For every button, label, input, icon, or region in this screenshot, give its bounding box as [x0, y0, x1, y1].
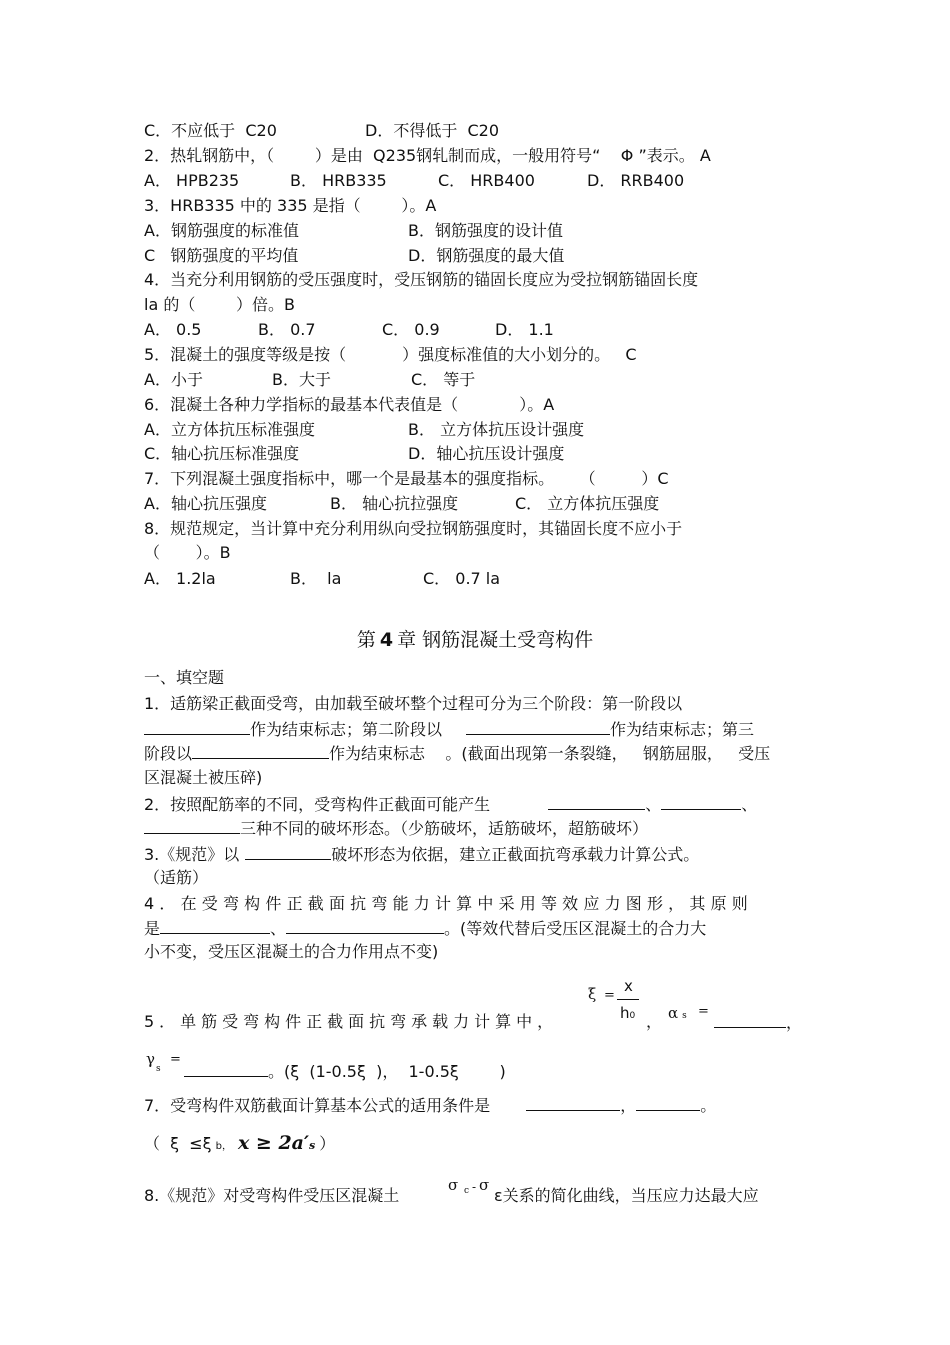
fill-3-line-1: [144, 844, 699, 865]
fraction-denominator: [620, 1004, 635, 1022]
separator: 、: [645, 795, 662, 814]
fill-1-line-1: 1．适筋梁正截面受弯，由加载至破坏整个过程可分为三个阶段：第一阶段以: [144, 694, 683, 713]
fill-1-line-2: [144, 719, 754, 740]
question-8-line-2: （ ）。B: [144, 543, 231, 562]
question-2: 2．热轧钢筋中，（ ）是由 Q235钢轧制而成，一般用符号“ Φ ”表示。 A: [144, 146, 711, 165]
fill-4-line-2: [144, 918, 706, 939]
q5-option-a: A．小于: [144, 370, 203, 389]
q6-option-b: B． 立方体抗压设计强度: [408, 420, 585, 439]
fill-4-text-a: 是: [144, 919, 161, 938]
alpha-subscript: s: [682, 1011, 687, 1021]
fill-1-text-b: 作为结束标志；第三: [610, 720, 755, 739]
fill-7-formula: x ≥ 2a′: [237, 1132, 309, 1154]
q8-option-b: B． la: [290, 569, 342, 588]
question-6: 6．混凝土各种力学指标的最基本代表值是（ ）。A: [144, 395, 555, 414]
fill-4-line-3: 小不变，受压区混凝土的合力作用点不变): [144, 942, 439, 961]
fill-1-line-3: [144, 743, 770, 764]
q1-option-c: C．不应低于 C20: [144, 121, 277, 140]
q7-option-a: A．轴心抗压强度: [144, 494, 267, 513]
question-5: 5．混凝土的强度等级是按（ ）强度标准值的大小划分的。 C: [144, 345, 637, 364]
q7-option-c: C． 立方体抗压强度: [515, 494, 660, 513]
sigma-symbol: σ: [448, 1176, 459, 1194]
equals-sign: =: [604, 988, 615, 1003]
alpha: α: [668, 1004, 679, 1022]
fill-5-alpha-answer: [714, 1012, 802, 1033]
q2-option-c: C． HRB400: [438, 171, 535, 190]
fill-4-text-b: 。(等效代替后受压区混凝土的合力大: [444, 919, 707, 938]
h-subscript: 0: [629, 1011, 636, 1021]
q3-option-a: A．钢筋强度的标准值: [144, 221, 299, 240]
q6-option-a: A．立方体抗压标准强度: [144, 420, 315, 439]
fill-7-answer-sub: b，: [215, 1141, 232, 1152]
question-7: 7．下列混凝土强度指标中，哪一个是最基本的强度指标。 （ ）C: [144, 469, 669, 488]
fill-1-text-d: 作为结束标志 。(截面出现第一条裂缝， 钢筋屈服， 受压: [329, 744, 771, 763]
separator: 、: [270, 919, 287, 938]
fill-1-line-4: 区混凝土被压碎): [144, 768, 263, 787]
comma: ，: [646, 1012, 663, 1031]
answer-blank: [526, 1095, 620, 1111]
question-8-line-1: 8．规范规定，当计算中充分利用纵向受拉钢筋强度时，其锚固长度不应小于: [144, 519, 683, 538]
q3-option-d: D．钢筋强度的最大值: [408, 246, 565, 265]
answer-blank: [144, 719, 250, 735]
q8-option-a: A． 1.2la: [144, 569, 216, 588]
fill-8-line-1: 8.《规范》对受弯构件受压区混凝土: [144, 1186, 400, 1205]
fill-2-text: 2．按照配筋率的不同，受弯构件正截面可能产生: [144, 795, 491, 814]
q5-option-c: C． 等于: [411, 370, 476, 389]
chapter-number: 4: [379, 629, 394, 651]
answer-blank: [466, 719, 610, 735]
equals-sign-3: =: [170, 1052, 181, 1067]
fill-2-text-b: 三种不同的破坏形态。（少筋破坏，适筋破坏，超筋破坏）: [240, 819, 649, 838]
answer-blank: [714, 1012, 786, 1028]
answer-blank: [160, 918, 270, 934]
fraction-bar: [617, 999, 639, 1000]
q6-option-d: D．轴心抗压设计强度: [408, 444, 565, 463]
q2-option-d: D． RRB400: [587, 171, 685, 190]
fill-7-formula-sub: s: [309, 1139, 316, 1152]
separator: ，: [620, 1096, 637, 1115]
sigma-subscript: c: [464, 1186, 470, 1196]
q3-option-b: B．钢筋强度的设计值: [408, 221, 563, 240]
fill-3-text-a: 3.《规范》以: [144, 845, 240, 864]
answer-blank: [636, 1095, 700, 1111]
answer-blank: [286, 918, 444, 934]
q8-option-c: C． 0.7 la: [423, 569, 501, 588]
fill-4-line-1: 4．在受弯构件正截面抗弯能力计算中采用等效应力图形，其原则: [144, 894, 753, 913]
fill-5-answer: 。(ξ (1-0.5ξ )， 1-0.5ξ ): [268, 1062, 506, 1081]
q1-option-d: D．不得低于 C20: [365, 121, 500, 140]
q4-option-d: D． 1.1: [495, 320, 554, 339]
chapter-title: 章 钢筋混凝土受弯构件: [397, 629, 594, 651]
h-symbol: h: [620, 1004, 630, 1022]
chapter-prefix: 第: [356, 629, 376, 651]
separator: 、: [741, 795, 758, 814]
q4-option-b: B． 0.7: [258, 320, 316, 339]
sigma-symbol-2: σ: [479, 1176, 490, 1194]
q3-option-c: C 钢筋强度的平均值: [144, 246, 299, 265]
answer-blank: [144, 818, 240, 834]
q6-option-c: C．轴心抗压标准强度: [144, 444, 300, 463]
fill-2-line-1: [144, 794, 757, 815]
gamma-subscript: s: [156, 1064, 161, 1074]
question-4-line-1: 4．当充分利用钢筋的受压强度时，受压钢筋的锚固长度应为受拉钢筋锚固长度: [144, 270, 699, 289]
q4-option-a: A． 0.5: [144, 320, 202, 339]
answer-blank: [548, 794, 645, 810]
gamma: γ: [146, 1050, 155, 1068]
fill-8-text-b: ε关系的简化曲线，当压应力达最大应: [494, 1186, 759, 1205]
answer-blank: [245, 844, 331, 860]
answer-blank: [184, 1061, 268, 1077]
fill-7-close: ）: [319, 1134, 336, 1153]
comma-2: ，: [786, 1013, 803, 1032]
fraction-numerator: x: [624, 977, 633, 995]
gamma-symbol: [146, 1050, 155, 1068]
question-4-line-2: la 的（ ）倍。B: [144, 295, 296, 314]
fill-3-text-b: 破坏形态为依据，建立正截面抗弯承载力计算公式。: [331, 845, 700, 864]
fill-3-line-2: （适筋）: [144, 868, 209, 887]
equals-sign-2: =: [698, 1004, 709, 1019]
fill-7-answer-a: （ ξ ≤ξ: [144, 1134, 212, 1153]
fill-7-text: 7．受弯构件双筋截面计算基本公式的适用条件是: [144, 1096, 491, 1115]
fill-5-line-1: 5．单筋受弯构件正截面抗弯承载力计算中，: [144, 1012, 559, 1031]
q7-option-b: B． 轴心抗拉强度: [330, 494, 459, 513]
q2-option-a: A． HPB235: [144, 171, 240, 190]
q5-option-b: B．大于: [272, 370, 331, 389]
q4-option-c: C． 0.9: [382, 320, 440, 339]
fill-1-text-c: 阶段以: [144, 744, 193, 763]
question-3: 3．HRB335 中的 335 是指（ ）。A: [144, 196, 437, 215]
answer-blank: [661, 794, 741, 810]
answer-blank: [192, 743, 329, 759]
fill-5-line-2: [184, 1061, 506, 1082]
dash: -: [472, 1180, 477, 1194]
xi-symbol: ξ: [588, 985, 597, 1003]
fill-7-line-1: [144, 1095, 716, 1116]
fill-2-line-2: [144, 818, 648, 839]
chapter-heading: [0, 628, 950, 652]
q2-option-b: B． HRB335: [290, 171, 387, 190]
fill-1-text-a: 作为结束标志；第二阶段以: [250, 720, 443, 739]
period: 。: [700, 1096, 717, 1115]
fill-7-answer: [144, 1133, 335, 1157]
section-title: 一、填空题: [144, 668, 225, 687]
alpha-symbol: [668, 1004, 687, 1022]
